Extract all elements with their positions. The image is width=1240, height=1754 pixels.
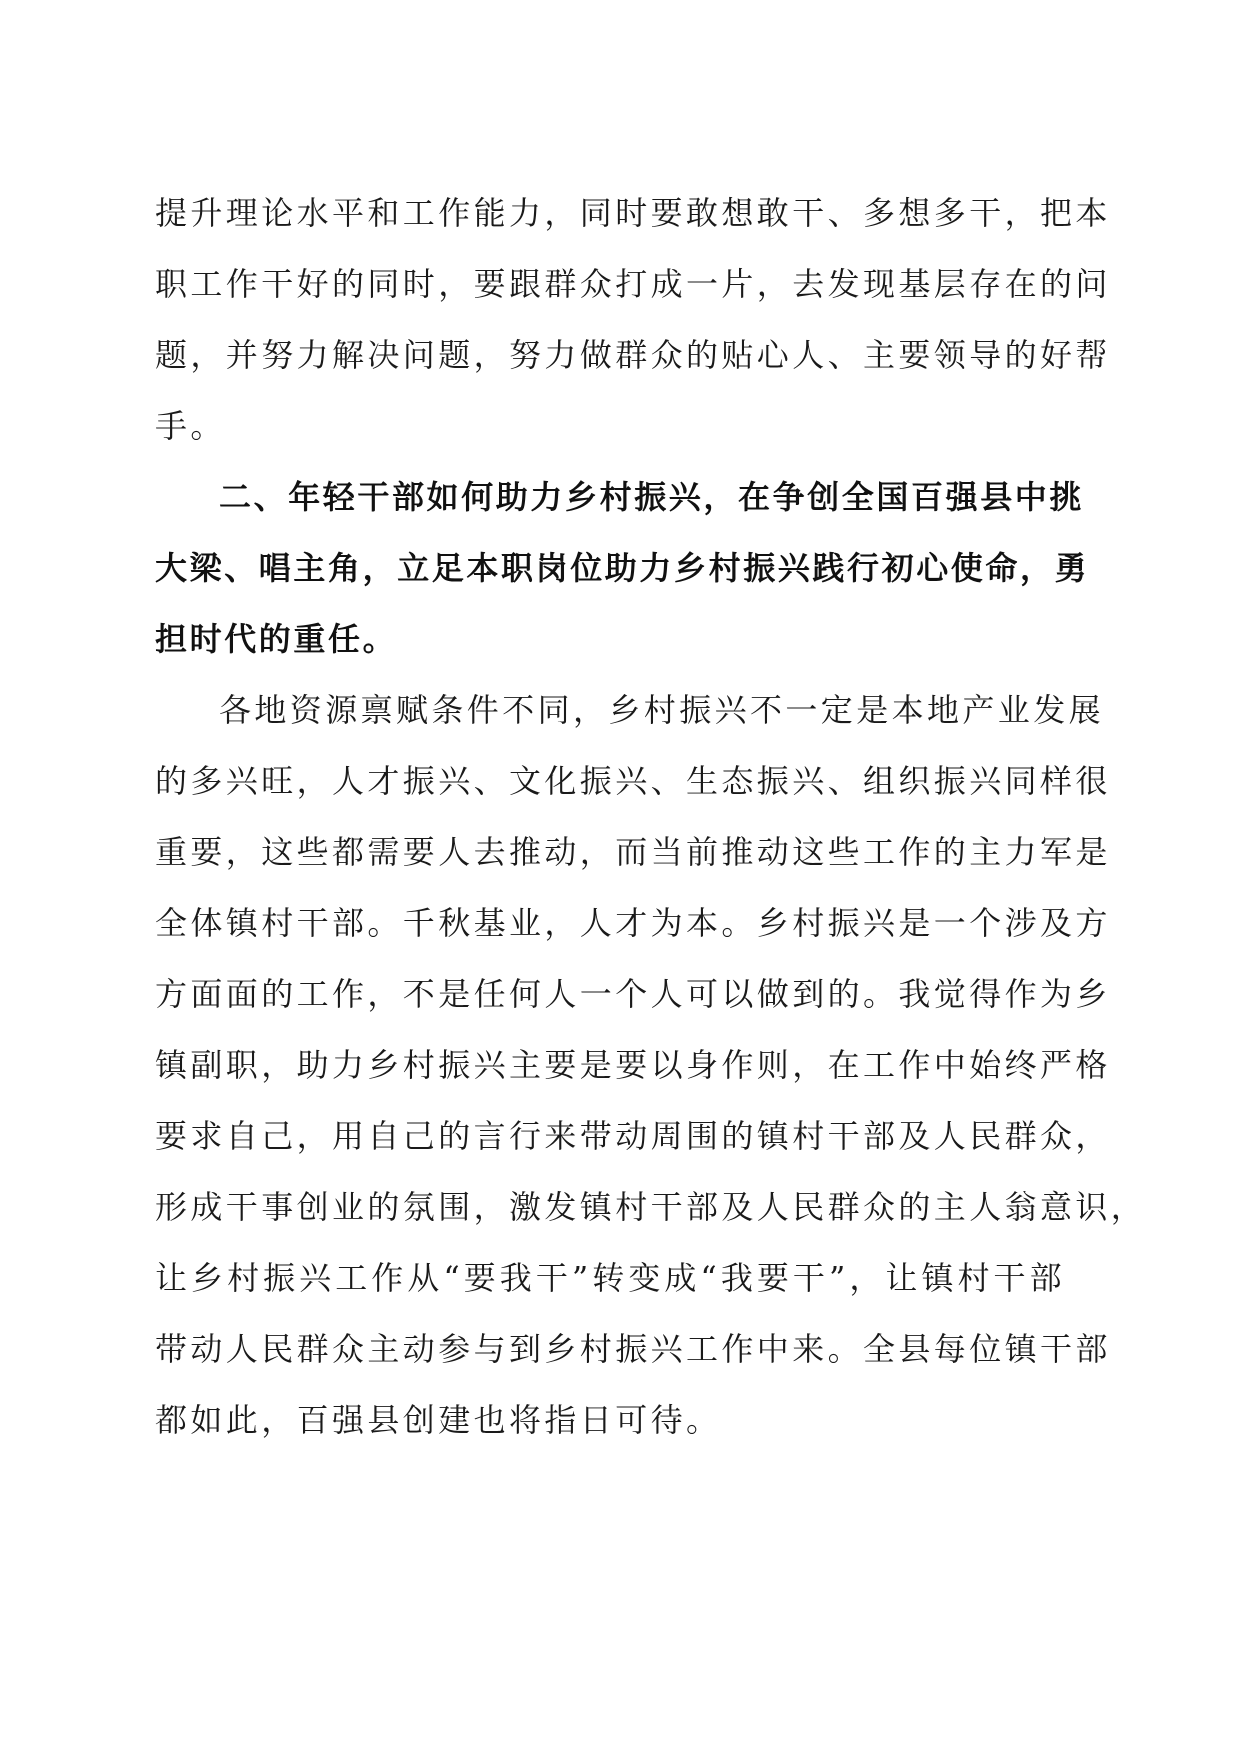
text-line: 都如此，百强县创建也将指日可待。 xyxy=(155,1401,722,1439)
text-line: 镇副职，助力乡村振兴主要是要以身作则，在工作中始终严格 xyxy=(155,1046,1111,1084)
text-line: 手。 xyxy=(155,407,226,445)
text-line: 带动人民群众主动参与到乡村振兴工作中来。全县每位镇干部 xyxy=(155,1330,1111,1368)
text-line: 职工作干好的同时，要跟群众打成一片，去发现基层存在的问 xyxy=(155,265,1111,303)
text-line: 提升理论水平和工作能力，同时要敢想敢干、多想多干，把本 xyxy=(155,194,1111,232)
document-body xyxy=(155,178,1147,1456)
text-line: 各地资源禀赋条件不同，乡村振兴不一定是本地产业发展 xyxy=(219,691,1105,729)
text-line: 重要，这些都需要人去推动，而当前推动这些工作的主力军是 xyxy=(155,833,1111,871)
text-line: 全体镇村干部。千秋基业，人才为本。乡村振兴是一个涉及方 xyxy=(155,904,1111,942)
text-line: 要求自己，用自己的言行来带动周围的镇村干部及人民群众， xyxy=(155,1117,1111,1155)
heading-line: 大梁、唱主角，立足本职岗位助力乡村振兴践行初心使命，勇 xyxy=(155,549,1090,587)
text-line: 方面面的工作，不是任何人一个人可以做到的。我觉得作为乡 xyxy=(155,975,1111,1013)
text-line: 让乡村振兴工作从“要我干”转变成“我要干”，让镇村干部 xyxy=(155,1259,1065,1297)
text-line: 的多兴旺，人才振兴、文化振兴、生态振兴、组织振兴同样很 xyxy=(155,762,1111,800)
heading-line: 担时代的重任。 xyxy=(155,620,398,658)
text-line: 题，并努力解决问题，努力做群众的贴心人、主要领导的好帮 xyxy=(155,336,1111,374)
paragraph-continuation xyxy=(155,178,1111,462)
text-line: 形成干事创业的氛围，激发镇村干部及人民群众的主人翁意识， xyxy=(155,1188,1147,1226)
heading-line: 二、年轻干部如何助力乡村振兴，在争创全国百强县中挑 xyxy=(219,478,1085,516)
body-paragraph xyxy=(155,675,1147,1456)
section-heading xyxy=(155,462,1090,675)
